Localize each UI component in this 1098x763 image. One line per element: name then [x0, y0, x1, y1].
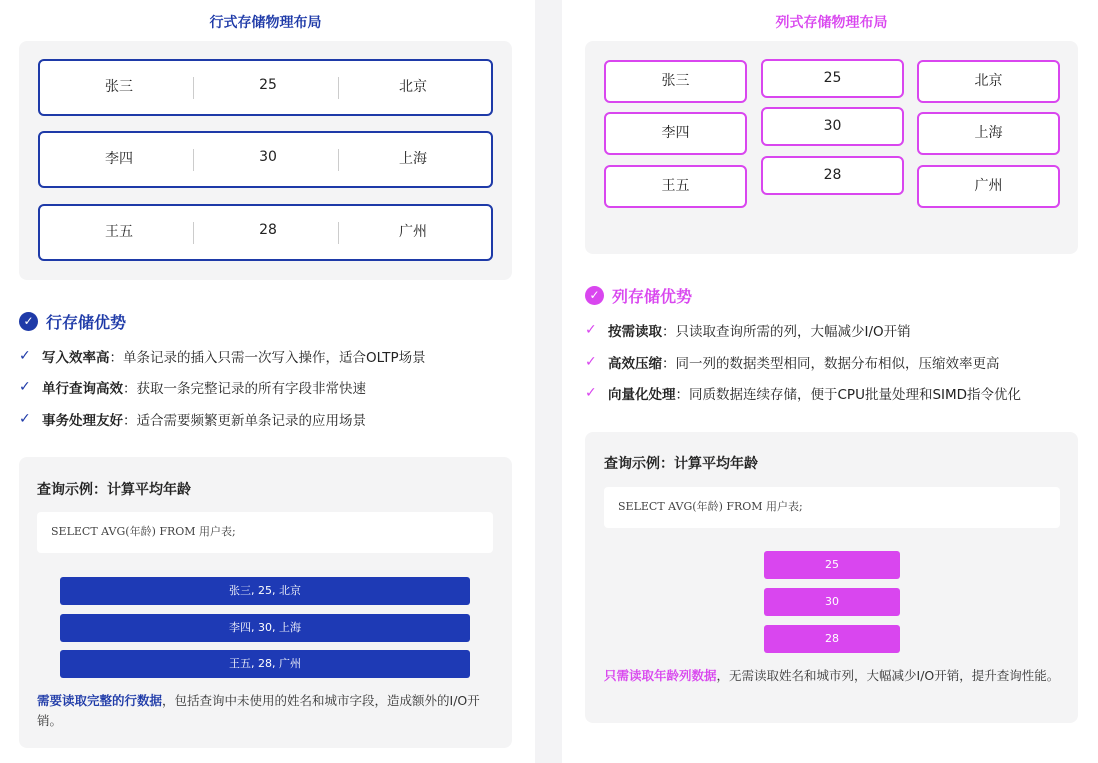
- row-record: [38, 59, 493, 116]
- note-highlight: 只需读取年龄列数据: [604, 668, 717, 683]
- row-cell-age: 28: [259, 222, 277, 238]
- advantage-key: 单行查询高效: [42, 381, 123, 397]
- check-icon: ✓: [19, 411, 31, 427]
- row-sql-snippet: SELECT AVG(年龄) FROM 用户表;: [37, 512, 493, 553]
- column-cell-name: 王五: [604, 165, 747, 208]
- row-data-bar: 王五, 28, 广州: [60, 650, 470, 678]
- advantage-key: 写入效率高: [42, 350, 110, 366]
- row-advantage-item: [19, 377, 366, 397]
- row-data-bar: 张三, 25, 北京: [60, 577, 470, 605]
- panel-divider: [535, 0, 562, 763]
- check-icon: ✓: [19, 379, 31, 395]
- advantage-text: ：同质数据连续存储，便于CPU批量处理和SIMD指令优化: [675, 387, 1022, 403]
- column-cell-name: 李四: [604, 112, 747, 155]
- column-data-bar: 25: [764, 551, 900, 579]
- column-data-bar: 28: [764, 625, 900, 653]
- column-cell-name: 张三: [604, 60, 747, 103]
- advantage-text: ：只读取查询所需的列，大幅减少I/O开销: [662, 324, 911, 340]
- row-cell-age: 25: [259, 77, 277, 93]
- check-icon: ✓: [585, 385, 597, 401]
- advantage-text: ：同一列的数据类型相同，数据分布相似，压缩效率更高: [662, 356, 1000, 372]
- advantage-text: ：单条记录的插入只需一次写入操作，适合OLTP场景: [109, 350, 426, 366]
- advantage-text: ：适合需要频繁更新单条记录的应用场景: [123, 413, 366, 429]
- check-circle-icon: ✓: [585, 286, 604, 305]
- advantage-key: 事务处理友好: [42, 413, 123, 429]
- column-data-bar: 30: [764, 588, 900, 616]
- row-data-bar: 李四, 30, 上海: [60, 614, 470, 642]
- row-query-title: 查询示例：计算平均年龄: [37, 482, 191, 498]
- column-cell-age: 28: [761, 156, 904, 195]
- advantage-key: 高效压缩: [608, 356, 662, 372]
- row-advantages-heading: [19, 310, 126, 333]
- row-cell-city: 北京: [399, 79, 427, 95]
- check-icon: ✓: [19, 348, 31, 364]
- column-layout-title: 列式存储物理布局: [775, 15, 888, 31]
- row-cell-city: 上海: [399, 151, 427, 167]
- column-cell-age: 25: [761, 59, 904, 98]
- advantage-key: 按需读取: [608, 324, 662, 340]
- row-cell-city: 广州: [399, 224, 427, 240]
- column-advantage-item: [585, 383, 1021, 403]
- column-sql-snippet: SELECT AVG(年龄) FROM 用户表;: [604, 487, 1060, 528]
- row-advantage-item: [19, 346, 426, 366]
- row-cell-name: 王五: [105, 224, 133, 240]
- column-advantage-item: [585, 320, 911, 340]
- row-query-note: [37, 691, 497, 731]
- column-cell-age: 30: [761, 107, 904, 146]
- column-cell-city: 广州: [917, 165, 1060, 208]
- row-layout-title: 行式存储物理布局: [209, 15, 322, 31]
- note-highlight: 需要读取完整的行数据: [37, 693, 163, 708]
- column-query-title: 查询示例：计算平均年龄: [604, 456, 758, 472]
- advantage-key: 向量化处理: [608, 387, 676, 403]
- column-cell-city: 北京: [917, 60, 1060, 103]
- row-record: [38, 204, 493, 261]
- row-cell-age: 30: [259, 149, 277, 165]
- column-advantage-item: [585, 352, 1000, 372]
- row-record: [38, 131, 493, 188]
- note-text: ，包括查询中未使用的姓名和城市字段，造成额外的I/O开销。: [37, 693, 480, 728]
- row-advantages-title: 行存储优势: [46, 313, 127, 332]
- column-advantages-title: 列存储优势: [612, 287, 693, 306]
- row-advantage-item: [19, 409, 366, 429]
- column-query-note: [604, 666, 1064, 686]
- column-cell-city: 上海: [917, 112, 1060, 155]
- row-cell-name: 张三: [105, 79, 133, 95]
- check-circle-icon: ✓: [19, 312, 38, 331]
- check-icon: ✓: [585, 354, 597, 370]
- row-cell-name: 李四: [105, 151, 133, 167]
- check-icon: ✓: [585, 322, 597, 338]
- note-text: ，无需读取姓名和城市列，大幅减少I/O开销，提升查询性能。: [716, 668, 1060, 683]
- advantage-text: ：获取一条完整记录的所有字段非常快速: [123, 381, 366, 397]
- row-layout-box: [19, 41, 512, 280]
- column-advantages-heading: [585, 284, 692, 307]
